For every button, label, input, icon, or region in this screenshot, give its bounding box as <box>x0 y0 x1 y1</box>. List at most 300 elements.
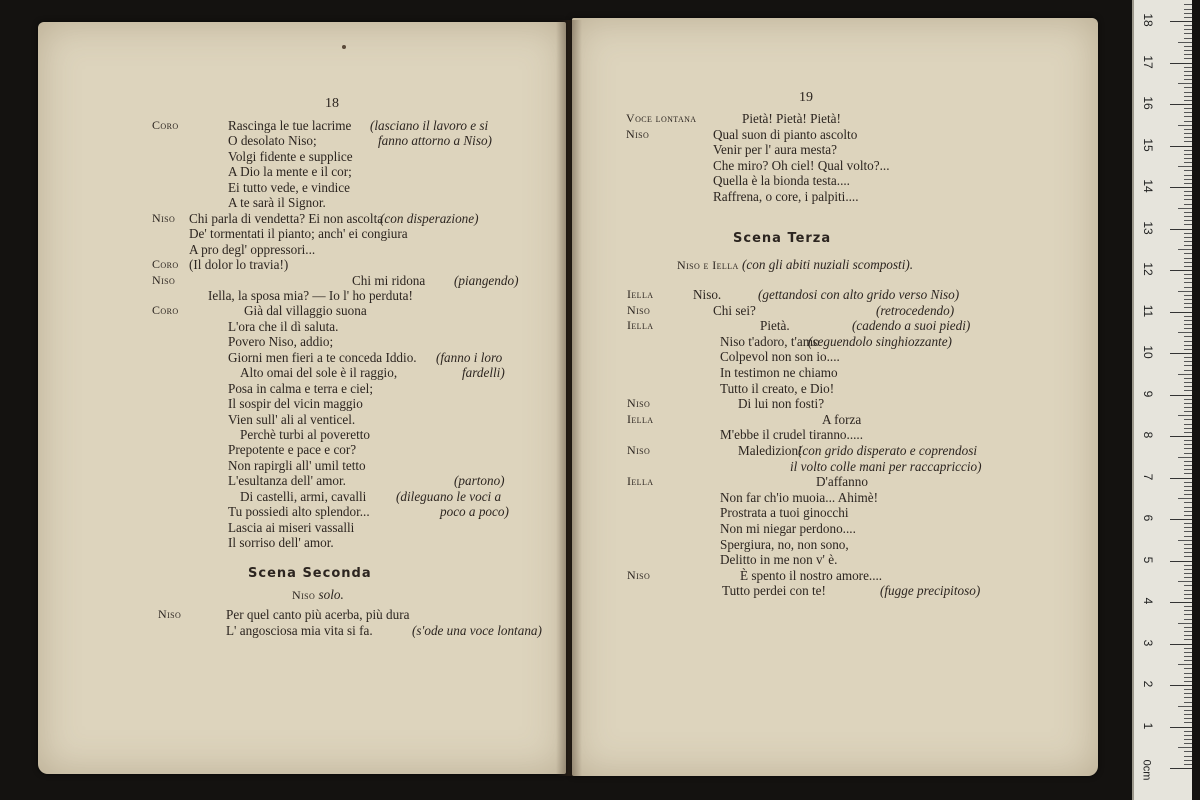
scene-title-seconda: Scena Seconda <box>248 566 372 581</box>
speaker-name: Niso <box>627 302 651 317</box>
verse-line: Pietà! Pietà! Pietà! <box>742 111 841 126</box>
speaker-name: Iella <box>627 287 654 301</box>
ruler-tick <box>1184 349 1192 350</box>
ruler-tick <box>1184 204 1192 205</box>
ruler-tick <box>1184 465 1192 466</box>
ruler-number: 4 <box>1141 597 1155 605</box>
verse-line: Niso t'adoro, t'amo <box>720 333 820 349</box>
verse-line: Tutto il creato, e Dio! <box>720 380 835 396</box>
verse-line: Ei tutto vede, e vindice <box>228 179 350 195</box>
ruler-number: 7 <box>1141 473 1155 480</box>
verse-line: A pro degl' oppressori... <box>189 241 316 257</box>
ruler-tick <box>1178 706 1192 707</box>
ruler-tick <box>1184 75 1192 76</box>
stage-direction: (gettandosi con alto grido verso Niso) <box>758 287 960 302</box>
ruler-tick <box>1184 324 1192 325</box>
verse-line: Chi parla di vendetta? Ei non ascolta <box>189 210 384 226</box>
ruler-tick <box>1184 79 1192 80</box>
ruler-tick <box>1184 141 1192 142</box>
speaker-name: Niso <box>152 210 176 225</box>
ruler-tick <box>1178 249 1192 250</box>
verse-line: Maledizion! <box>738 443 803 458</box>
ruler-tick <box>1184 13 1192 14</box>
ruler-tick <box>1184 71 1192 72</box>
ruler-tick <box>1184 556 1192 557</box>
verse-line: Iella, la sposa mia? — Io l' ho perduta! <box>208 287 413 303</box>
ruler-tick <box>1184 710 1192 711</box>
ruler-tick <box>1184 9 1192 10</box>
ruler-tick <box>1184 278 1192 279</box>
ruler-unit-label: 0cm <box>1140 759 1153 781</box>
stage-direction: il volto colle mani per raccapriccio) <box>790 458 982 474</box>
ruler-tick <box>1184 502 1192 503</box>
ruler-tick <box>1184 631 1192 632</box>
speaker-name: Iella <box>627 318 654 333</box>
verse-line: È spento il nostro amore.... <box>740 567 883 583</box>
stage-direction: fardelli) <box>462 365 505 381</box>
ruler-tick <box>1184 100 1192 101</box>
ruler-tick <box>1184 17 1192 18</box>
ruler-tick <box>1184 154 1192 155</box>
scene-subtitle-terza <box>677 257 913 273</box>
ruler-number: 5 <box>1141 556 1155 563</box>
speaker-name: Coro <box>152 257 179 272</box>
ruler-tick <box>1184 233 1192 234</box>
ruler-tick <box>1184 108 1192 109</box>
ruler-tick <box>1184 735 1192 736</box>
scene-subtitle-seconda <box>292 587 344 603</box>
ruler-tick <box>1184 170 1192 171</box>
ruler-tick <box>1184 365 1192 366</box>
ruler-tick <box>1184 411 1192 412</box>
stage-direction: (retrocedendo) <box>876 302 955 318</box>
stage-direction: fanno attorno a Niso) <box>378 133 492 149</box>
ruler-tick <box>1184 419 1192 420</box>
ruler-tick <box>1184 328 1192 329</box>
verse-line: A forza <box>822 411 862 427</box>
verse-line: Prostrata a tuoi ginocchi <box>720 505 849 521</box>
ruler-tick <box>1184 473 1192 474</box>
ruler-tick <box>1184 639 1192 640</box>
ruler-tick <box>1170 229 1192 230</box>
ruler-tick <box>1184 660 1192 661</box>
ruler-tick <box>1184 681 1192 682</box>
scene-sub-name: Niso <box>292 588 316 602</box>
speaker-name: Niso <box>152 272 176 287</box>
ruler-tick <box>1184 183 1192 184</box>
verse-line: Perchè turbi al poveretto <box>240 427 370 442</box>
ruler-number: 8 <box>1141 431 1155 439</box>
verse-line: Giorni men fieri a te conceda Iddio. <box>228 349 417 365</box>
ruler-tick <box>1184 116 1192 117</box>
verse-line: Delitto in me non v' è. <box>720 552 838 568</box>
verse-line: Volgi fidente e supplice <box>228 148 353 164</box>
ruler-tick <box>1184 320 1192 321</box>
ruler-tick <box>1170 312 1192 313</box>
ruler-tick <box>1184 764 1192 765</box>
speaker-name: Niso <box>627 443 651 457</box>
ruler-tick <box>1184 756 1192 757</box>
ruler-number: 12 <box>1141 262 1155 276</box>
verse-line: Qual suon di pianto ascolto <box>713 126 858 142</box>
ruler-tick <box>1184 199 1192 200</box>
stage-direction: poco a poco) <box>440 504 509 520</box>
ruler-tick <box>1184 92 1192 93</box>
verse-line: Posa in calma e terra e ciel; <box>228 380 373 396</box>
verse-line: M'ebbe il crudel tiranno..... <box>720 427 864 443</box>
scene-sub-names: Niso e Iella <box>677 258 739 272</box>
ruler-tick <box>1178 125 1192 126</box>
speaker-name: Niso <box>627 396 651 411</box>
ruler-tick <box>1170 727 1192 728</box>
ruler-tick <box>1184 403 1192 404</box>
ruler-tick <box>1170 644 1192 645</box>
ruler-tick <box>1184 656 1192 657</box>
verse-line: Chi mi ridona <box>352 272 426 288</box>
ruler-tick <box>1184 407 1192 408</box>
ruler-tick <box>1184 511 1192 512</box>
ruler-tick <box>1184 693 1192 694</box>
verse-line: Venir per l' aura mesta? <box>713 142 837 157</box>
stage-direction: (seguendolo singhiozzante) <box>808 333 952 349</box>
ruler-tick <box>1184 552 1192 553</box>
ruler-number: 10 <box>1141 345 1155 359</box>
ruler-tick <box>1184 536 1192 537</box>
speaker-name: Niso <box>158 607 182 621</box>
ruler-tick <box>1184 494 1192 495</box>
ruler-tick <box>1184 507 1192 508</box>
scene-sub-italic: solo. <box>318 587 344 602</box>
ruler-tick <box>1184 212 1192 213</box>
verse-line: Che miro? Oh ciel! Qual volto?... <box>713 157 890 173</box>
ruler-tick <box>1184 224 1192 225</box>
ruler-tick <box>1184 245 1192 246</box>
ruler-tick <box>1184 482 1192 483</box>
ruler-tick <box>1170 561 1192 562</box>
ruler-number: 9 <box>1141 390 1155 397</box>
ruler-tick <box>1170 104 1192 105</box>
ruler-tick <box>1178 457 1192 458</box>
ruler-tick <box>1184 739 1192 740</box>
ruler-tick <box>1184 444 1192 445</box>
ruler-tick <box>1184 175 1192 176</box>
verse-line: Raffrena, o core, i palpiti.... <box>713 188 859 204</box>
ruler-tick <box>1170 519 1192 520</box>
ruler-tick <box>1184 58 1192 59</box>
ruler-tick <box>1178 540 1192 541</box>
verse-line: Povero Niso, addio; <box>228 334 334 350</box>
ruler-tick <box>1184 718 1192 719</box>
ruler-tick <box>1184 361 1192 362</box>
speaker-name: Voce lontana <box>626 111 697 125</box>
ruler-tick <box>1178 291 1192 292</box>
ruler-tick <box>1184 428 1192 429</box>
ruler-tick <box>1184 67 1192 68</box>
verse-line: L'ora che il dì saluta. <box>228 318 339 334</box>
ruler-tick <box>1184 191 1192 192</box>
ruler-tick <box>1184 336 1192 337</box>
ruler-tick <box>1178 581 1192 582</box>
ruler-tick <box>1184 697 1192 698</box>
verse-line: (Il dolor lo travia!) <box>189 257 289 273</box>
ruler-tick <box>1184 316 1192 317</box>
stage-direction: (fugge precipitoso) <box>880 583 981 599</box>
ruler-number: 13 <box>1141 220 1155 235</box>
ruler-tick <box>1184 469 1192 470</box>
ruler-tick <box>1184 29 1192 30</box>
ruler-tick <box>1184 96 1192 97</box>
ruler-tick <box>1184 731 1192 732</box>
ruler-tick <box>1184 378 1192 379</box>
verse-line: In testimon ne chiamo <box>720 365 838 380</box>
book-gutter <box>556 20 582 776</box>
verse-line: Lascia ai miseri vassalli <box>228 519 355 535</box>
ruler-tick <box>1184 440 1192 441</box>
ruler-tick <box>1184 461 1192 462</box>
ruler-tick <box>1184 33 1192 34</box>
verse-line: Quella è la bionda testa.... <box>713 173 850 188</box>
ruler-tick <box>1184 4 1192 5</box>
stage-direction: (cadendo a suoi piedi) <box>852 318 971 334</box>
ruler-tick <box>1184 129 1192 130</box>
ruler-number: 17 <box>1141 54 1155 69</box>
ruler-tick <box>1178 42 1192 43</box>
ruler-tick <box>1170 270 1192 271</box>
ruler-tick <box>1178 208 1192 209</box>
ruler-tick <box>1184 569 1192 570</box>
ruler-tick <box>1184 357 1192 358</box>
ruler-tick <box>1184 702 1192 703</box>
ruler-tick <box>1184 253 1192 254</box>
verse-line: Non mi niegar perdono.... <box>720 521 856 536</box>
ruler-number: 18 <box>1141 13 1155 27</box>
ruler-tick <box>1184 195 1192 196</box>
ruler-tick <box>1170 353 1192 354</box>
verse-line: Di castelli, armi, cavalli <box>240 488 367 504</box>
ruler-tick <box>1178 664 1192 665</box>
verse-line: A te sarà il Signor. <box>228 195 326 211</box>
ruler-tick <box>1184 565 1192 566</box>
verse-line: Tu possiedi alto splendor... <box>228 504 370 520</box>
ruler-tick <box>1184 614 1192 615</box>
ruler-tick <box>1184 619 1192 620</box>
ruler-tick <box>1184 386 1192 387</box>
ruler-tick <box>1170 768 1192 769</box>
ruler-tick <box>1184 527 1192 528</box>
stage-direction: (con disperazione) <box>380 210 479 226</box>
ruler-tick <box>1184 714 1192 715</box>
ruler-tick <box>1170 395 1192 396</box>
ruler-tick <box>1184 262 1192 263</box>
ruler-tick <box>1184 668 1192 669</box>
speaker-name: Iella <box>627 411 654 426</box>
ruler-tick <box>1184 216 1192 217</box>
page-number-left: 18 <box>325 96 339 111</box>
ruler-tick <box>1184 399 1192 400</box>
ruler-tick <box>1178 332 1192 333</box>
verse-line: Rascinga le tue lacrime <box>228 118 352 133</box>
ruler-tick <box>1184 220 1192 221</box>
stage-direction: (partono) <box>454 473 505 489</box>
ruler-tick <box>1184 531 1192 532</box>
ruler-tick <box>1184 577 1192 578</box>
scene-sub-italic-terza: (con gli abiti nuziali scomposti). <box>741 257 914 272</box>
ruler-tick <box>1184 677 1192 678</box>
ruler-tick <box>1184 760 1192 761</box>
ruler-number: 1 <box>1141 722 1155 729</box>
ruler-tick <box>1184 585 1192 586</box>
ruler-tick <box>1184 590 1192 591</box>
verse-line: Colpevol non son io.... <box>720 349 840 365</box>
ruler-tick <box>1184 486 1192 487</box>
ruler-tick <box>1184 50 1192 51</box>
stage-direction: (s'ode una voce lontana) <box>412 622 542 638</box>
verse-line: Prepotente e pace e cor? <box>228 442 357 458</box>
ruler-tick <box>1184 241 1192 242</box>
ruler-tick <box>1170 685 1192 686</box>
verse-line: L' angosciosa mia vita si fa. <box>226 622 373 638</box>
verse-line: Spergiura, no, non sono, <box>720 536 849 552</box>
ruler-tick <box>1184 237 1192 238</box>
verse-line: Per quel canto più acerba, più dura <box>226 607 410 622</box>
ruler-tick <box>1184 287 1192 288</box>
ruler-number: 6 <box>1141 514 1155 522</box>
ruler-tick <box>1184 544 1192 545</box>
ruler-tick <box>1184 341 1192 342</box>
ruler-tick <box>1184 673 1192 674</box>
stage-direction: (piangendo) <box>454 272 519 288</box>
ruler-tick <box>1184 162 1192 163</box>
ruler-tick <box>1184 158 1192 159</box>
ruler-tick <box>1184 610 1192 611</box>
ruler-tick <box>1170 478 1192 479</box>
page-number-right: 19 <box>799 90 813 105</box>
ruler-tick <box>1178 623 1192 624</box>
ruler-tick <box>1184 307 1192 308</box>
verse-line: Il sorriso dell' amor. <box>228 535 334 551</box>
verse-line: Tutto perdei con te! <box>722 583 826 599</box>
ruler-tick <box>1178 374 1192 375</box>
ruler-tick <box>1184 573 1192 574</box>
ruler-tick <box>1184 652 1192 653</box>
verse-line: O desolato Niso; <box>228 133 317 149</box>
scene-title-terza: Scena Terza <box>733 231 832 246</box>
ruler-tick <box>1184 606 1192 607</box>
ruler-tick <box>1184 299 1192 300</box>
ruler-number: 2 <box>1141 680 1155 688</box>
stage-direction: (fanno i loro <box>436 349 503 365</box>
speaker-name: Niso <box>627 567 651 582</box>
ruler-tick <box>1170 21 1192 22</box>
ruler-tick <box>1178 83 1192 84</box>
stage-direction: (con grido disperato e coprendosi <box>798 443 977 458</box>
speaker-name: Coro <box>152 118 179 132</box>
verse-line: L'esultanza dell' amor. <box>228 473 346 489</box>
speaker-name: Coro <box>152 303 179 318</box>
ruler-tick <box>1184 432 1192 433</box>
ruler-tick <box>1184 722 1192 723</box>
ruler-tick <box>1184 548 1192 549</box>
ruler-tick <box>1184 112 1192 113</box>
ruler-tick <box>1170 436 1192 437</box>
measuring-ruler <box>1132 0 1192 800</box>
ruler-tick <box>1170 602 1192 603</box>
ruler-tick <box>1184 390 1192 391</box>
verse-line: De' tormentati il pianto; anch' ei congiura <box>189 226 408 242</box>
verse-line: Niso. <box>693 287 722 302</box>
ruler-tick <box>1184 282 1192 283</box>
ruler-tick <box>1184 345 1192 346</box>
verse-line: Alto omai del sole è il raggio, <box>240 365 398 381</box>
ruler-tick <box>1184 87 1192 88</box>
ruler-tick <box>1184 453 1192 454</box>
ruler-tick <box>1184 179 1192 180</box>
ruler-number: 14 <box>1141 179 1155 193</box>
verse-line: Chi sei? <box>713 302 756 318</box>
ruler-number: 16 <box>1141 96 1155 110</box>
verse-line: Non rapirgli all' umil tetto <box>228 457 366 473</box>
verse-line: Vien sull' ali al venticel. <box>228 411 356 427</box>
ruler-tick <box>1184 46 1192 47</box>
verse-line: D'affanno <box>816 474 868 490</box>
ruler-tick <box>1184 648 1192 649</box>
ruler-tick <box>1184 150 1192 151</box>
ruler-tick <box>1184 258 1192 259</box>
ruler-tick <box>1178 415 1192 416</box>
ruler-tick <box>1184 689 1192 690</box>
ruler-tick <box>1184 448 1192 449</box>
ruler-tick <box>1184 38 1192 39</box>
verse-line: Pietà. <box>760 318 790 334</box>
ruler-tick <box>1184 523 1192 524</box>
ruler-tick <box>1184 635 1192 636</box>
ruler-tick <box>1184 751 1192 752</box>
verse-line: Non far ch'io muoia... Ahimè! <box>720 489 879 505</box>
ruler-tick <box>1184 370 1192 371</box>
ruler-tick <box>1184 627 1192 628</box>
ruler-tick <box>1184 121 1192 122</box>
speaker-name: Niso <box>626 126 650 141</box>
ruler-number: 11 <box>1141 304 1155 317</box>
ruler-tick <box>1178 747 1192 748</box>
ruler-tick <box>1184 598 1192 599</box>
page-stain <box>342 45 346 49</box>
verse-line: Il sospir del vicin maggio <box>228 396 363 412</box>
ruler-tick <box>1184 137 1192 138</box>
ruler-tick <box>1170 187 1192 188</box>
ruler-tick <box>1184 382 1192 383</box>
ruler-tick <box>1184 133 1192 134</box>
ruler-number: 15 <box>1141 137 1155 152</box>
ruler-tick <box>1184 274 1192 275</box>
verse-line: Già dal villaggio suona <box>244 303 367 319</box>
ruler-tick <box>1184 25 1192 26</box>
stage-direction: (lasciano il lavoro e si <box>370 118 489 133</box>
ruler-tick <box>1184 295 1192 296</box>
ruler-tick <box>1184 594 1192 595</box>
stage-direction: (dileguano le voci a <box>396 488 502 504</box>
ruler-tick <box>1184 743 1192 744</box>
ruler-tick <box>1184 490 1192 491</box>
ruler-tick <box>1184 303 1192 304</box>
ruler-tick <box>1184 515 1192 516</box>
ruler-number: 3 <box>1141 639 1155 646</box>
verse-line: A Dio la mente e il cor; <box>228 164 352 180</box>
ruler-tick <box>1178 498 1192 499</box>
verse-line: Di lui non fosti? <box>738 396 825 412</box>
ruler-tick <box>1184 424 1192 425</box>
ruler-tick <box>1178 166 1192 167</box>
